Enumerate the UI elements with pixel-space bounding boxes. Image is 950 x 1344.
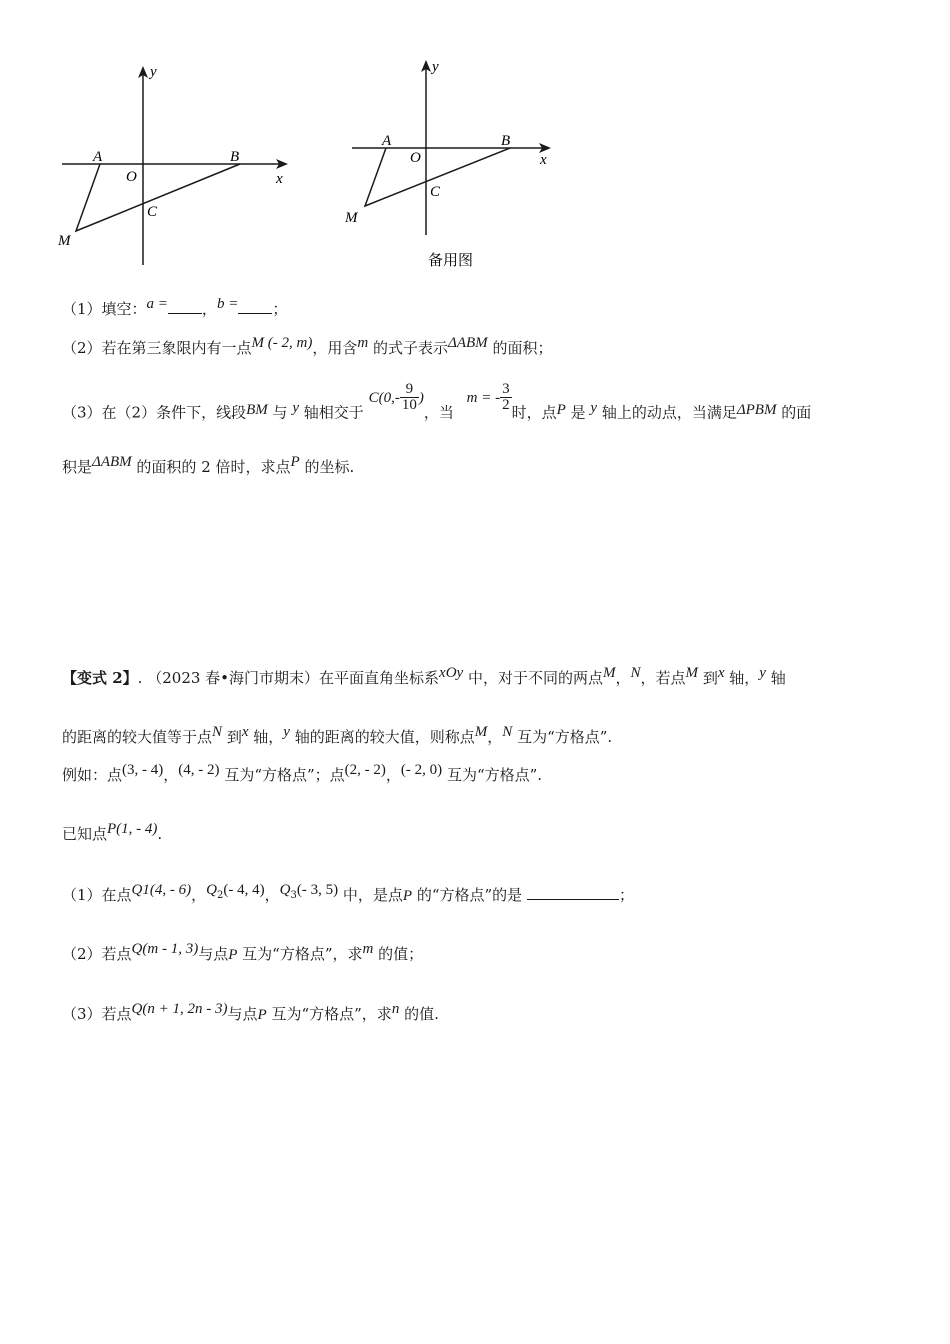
label-m: M (58, 233, 71, 249)
q2-part2: （2）若点Q(m - 1, 3)与点P 互为“方格点”，求m 的值； (62, 941, 424, 963)
blank-a (168, 313, 202, 314)
label-a: A (93, 149, 103, 165)
blank-b (238, 313, 272, 314)
label-o: O (126, 169, 137, 185)
figure-caption: 备用图 (428, 253, 474, 269)
q1-part2: （2）若在第三象限内有一点M (- 2, m)，用含m 的式子表示ΔABM 的面积； (62, 335, 553, 357)
q2-part1: （1）在点Q1(4, - 6)，$Q_2(-$ 4, 4)，$Q_3(-$ 3, 5) 中，是点P 的“方格点”的是 ； (62, 882, 634, 904)
label-c: C (147, 204, 158, 220)
label-a: A (382, 133, 392, 149)
label-x: x (540, 152, 547, 168)
label-o: O (410, 150, 421, 166)
q1-part1: （1）填空：a = ，b = ； (62, 296, 288, 318)
figure-2 (330, 40, 570, 280)
label-m: M (345, 210, 358, 226)
q2-known: 已知点P(1, - 4). (62, 821, 163, 843)
q1-part3-line1: （3）在（2）条件下，线段BM 与 y 轴相交于 C(0,- $\frac{9}{10}$ )，当 m = - $\frac{3}{2}$ 时，点P 是 y 轴上的动点，当满足ΔPBM 的面 (62, 381, 812, 422)
q2-definition-line2: 的距离的较大值等于点N 到x 轴，y 轴的距离的较大值，则称点M，N 互为“方格点”. (62, 724, 613, 746)
label-b: B (230, 149, 240, 165)
fraction-9-10: $\frac{9}{10}$ (401, 381, 417, 413)
answer-blank (527, 899, 619, 900)
q2-header: 【变式 2】. （2023 春•海门市期末）在平面直角坐标系xOy 中，对于不同的两点M，N，若点M 到x 轴，y 轴 (62, 665, 786, 687)
q2-part3: （3）若点Q(n + 1, 2n - 3)与点P 互为“方格点”，求n 的值. (62, 1001, 439, 1023)
q2-example: 例如：点(3, - 4)，(4, - 2) 互为“方格点”；点(2, - 2)，(- 2, 0) 互为“方格点”. (62, 762, 543, 784)
label-y: y (150, 64, 157, 80)
label-b: B (501, 133, 511, 149)
figure-1 (0, 0, 320, 290)
triangle-abm (76, 164, 240, 231)
label-c: C (430, 184, 441, 200)
q1-part3-line2: 积是ΔABM 的面积的 2 倍时，求点P 的坐标. (62, 454, 355, 476)
label-y: y (432, 59, 439, 75)
fraction-3-2: $\frac{3}{2}$ (502, 381, 510, 413)
label-x: x (276, 171, 283, 187)
